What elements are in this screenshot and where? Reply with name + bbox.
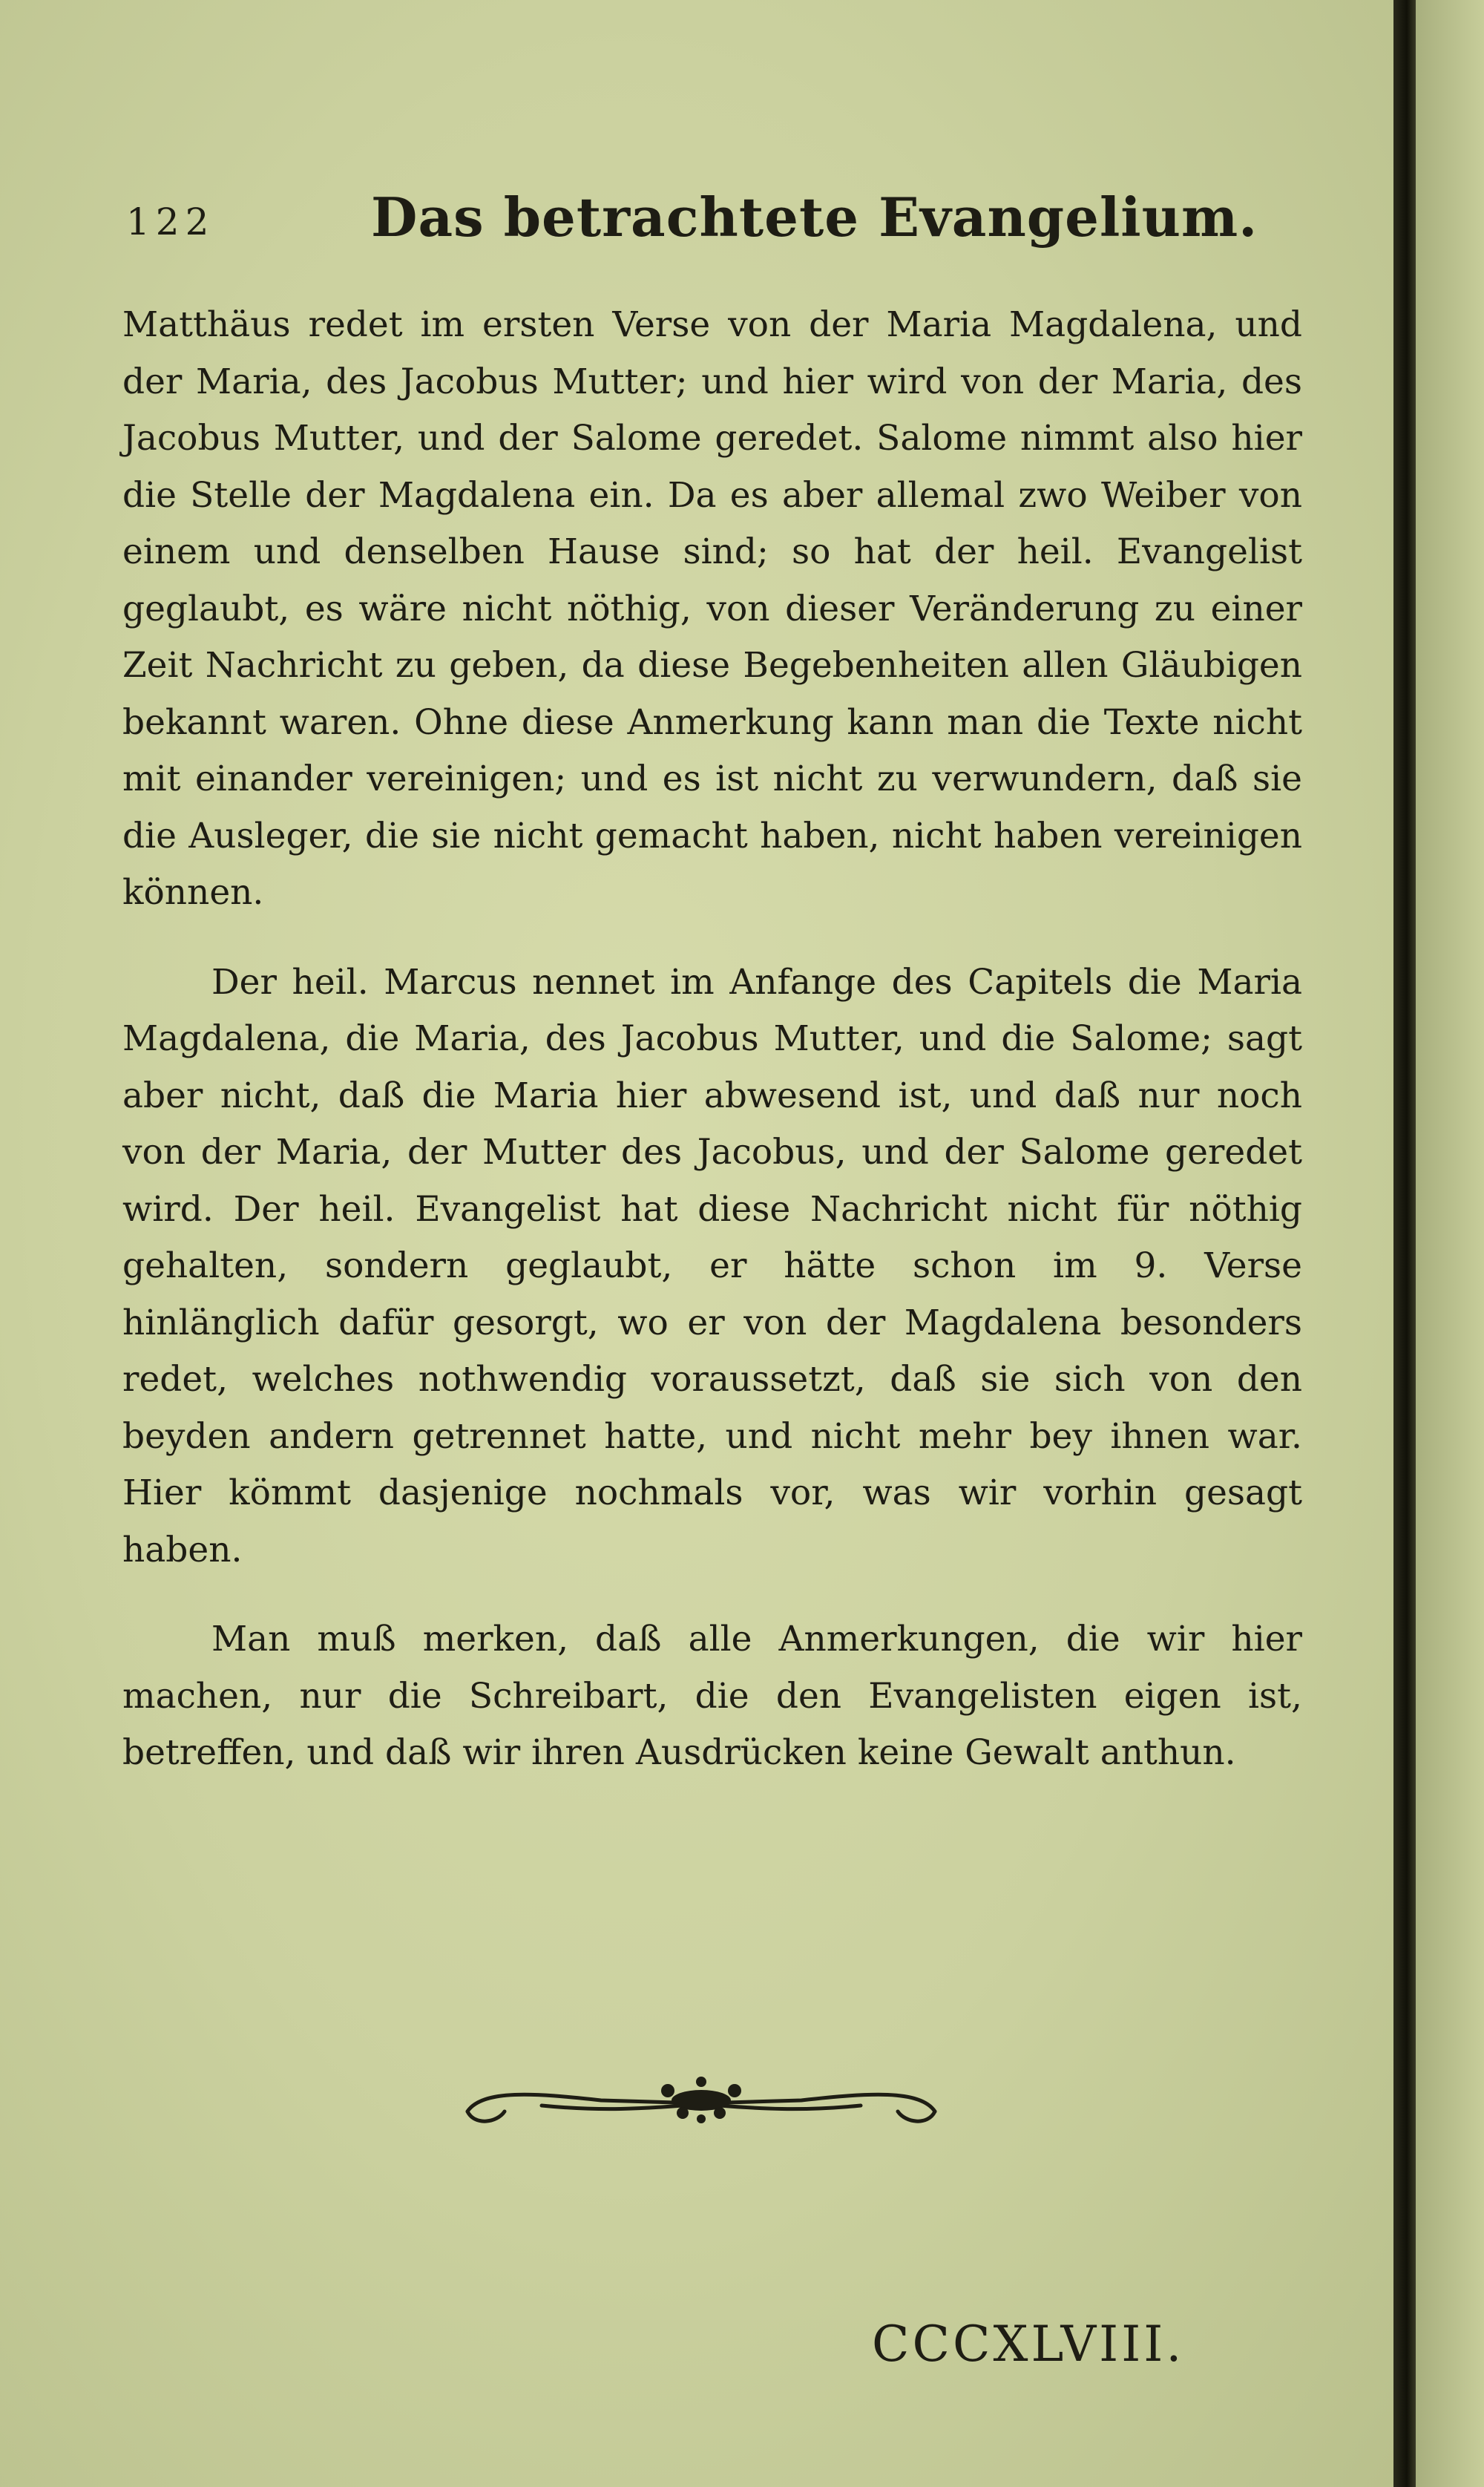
body-text [122, 297, 1302, 1782]
running-head: Das betrachtete Evangelium. [371, 186, 1258, 249]
catchword: CCCXLVIII. [872, 2316, 1185, 2373]
paragraph-3: Man muß merken, daß alle Anmerkungen, die wir hier machen, nur die Schreibart, die den Evangelisten eigen ist, betreffen, und daß wir ihren Ausdrücken keine Gewalt anthun. [122, 1619, 1302, 1773]
adjacent-page-edge [1416, 0, 1484, 2487]
book-spine-gutter [1393, 0, 1416, 2487]
page-header [126, 186, 1298, 267]
paragraph-1: Matthäus redet im ersten Verse von der Maria Magdalena, und der Maria, des Jacobus Mutter; und hier wird von der Maria, des Jacobus Mutter, und der Salome geredet. Salome nimmt also hier die Stelle der Magdalena ein. Da es aber allemal zwo Weiber von einem und denselben Hause sind; so hat der heil. Evangelist geglaubt, es wäre nicht nöthig, von dieser Veränderung zu einer Zeit Nachricht zu geben, da diese Begebenheiten allen Gläubigen bekannt waren. Ohne diese Anmerkung kann man die Texte nicht mit einander vereinigen; und es ist nicht zu verwundern, daß sie die Ausleger, die sie nicht gemacht haben, nicht haben vereinigen können. [122, 304, 1302, 913]
page-number: 122 [126, 200, 215, 243]
paragraph-2: Der heil. Marcus nennet im Anfange des Capitels die Maria Magdalena, die Maria, des Jacobus Mutter, und die Salome; sagt aber nicht, daß die Maria hier abwesend ist, und daß nur noch von der Maria, der Mutter des Jacobus, und der Salome geredet wird. Der heil. Evangelist hat diese Nachricht nicht für nöthig gehalten, sondern geglaubt, er hätte schon im 9. Verse hinlänglich dafür gesorgt, wo er von der Magdalena besonders redet, welches nothwendig voraussetzt, daß sie sich von den beyden andern getrennet hatte, und nicht mehr bey ihnen war. Hier kömmt dasjenige nochmals vor, was wir vorhin gesagt haben. [122, 961, 1302, 1570]
scroll-flourish-ornament-icon [453, 2060, 950, 2149]
